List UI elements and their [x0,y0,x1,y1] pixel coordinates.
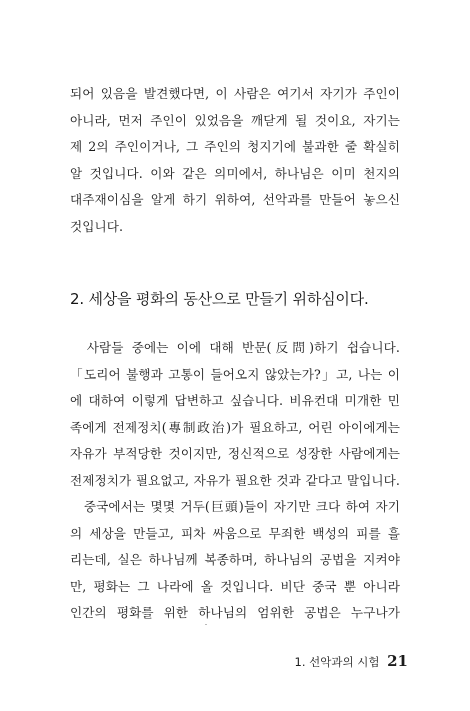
page-number: 21 [387,652,408,670]
text-line: 것입니다. [70,218,124,234]
text-line: 족에게 전제정치(專制政治)가 필요하고, 어린 아이에게는 [70,419,400,435]
text-line: 리는데, 실은 하나님께 복종하며, 하나님의 공법을 지켜야 [70,552,400,567]
text-line: 「도리어 불행과 고통이 들어오지 않았는가?」고, 나는 이 [70,366,400,382]
text-line: 중국에서는 몇몇 거두(巨頭)들이 자기만 크다 하여 자기 [70,499,400,514]
text-line: 만, 평화는 그 나라에 올 것입니다. 비단 중국 뿐 아니라 [70,578,400,594]
section-heading: 2. 세상을 평화의 동산으로 만들기 위하심이다. [70,290,369,308]
text-line: 에 대하여 이렇게 답변하고 싶습니다. 비유컨대 미개한 민 [70,393,400,408]
text-line: 전제정치가 필요없고, 자유가 필요한 것과 같다고 말입니다. [70,472,400,488]
text-line: 제 2의 주인이거나, 그 주인의 청지기에 불과한 줄 확실히 [70,139,400,154]
text-line: 사람들 중에는 이에 대해 반문(反問)하기 쉽습니다. [70,340,400,355]
text-line: 되어 있음을 발견했다면, 이 사람은 여기서 자기가 주인이 [70,86,400,101]
text-line: 인간의 평화를 위한 하나님의 엄위한 공법은 누구나가 [70,605,400,620]
text-line: 자유가 부적당한 것이지만, 정신적으로 성장한 사람에게는 [70,446,400,461]
page-footer [295,652,408,670]
paragraph-top [70,81,400,240]
text-line: 대주재이심을 알게 하기 위하여, 선악과를 만들어 놓으신 [70,192,400,207]
print-speck [205,624,207,625]
chapter-title: 1. 선악과의 시험 [294,655,380,669]
paragraph-mid [70,335,400,627]
text-line: 의 세상을 만들고, 피차 싸움으로 무죄한 백성의 피를 흘 [70,525,400,541]
text-line: 알 것입니다. 이와 같은 의미에서, 하나님은 이미 천지의 [70,165,400,181]
text-line: 아니라, 먼저 주인이 있었음을 깨닫게 될 것이요, 자기는 [70,112,400,128]
